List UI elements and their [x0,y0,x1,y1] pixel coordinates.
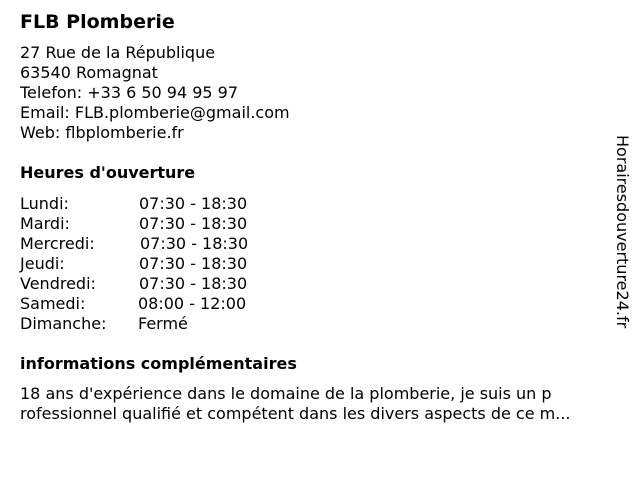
day-label: Jeudi: [20,254,65,273]
address-street: 27 Rue de la République [20,43,216,62]
time-value: 08:00 - 12:00 [138,294,247,313]
info-line-1: 18 ans d'expérience dans le domaine de la plomberie, je suis un p [20,384,552,403]
watermark-text: Horairesdouverture24.fr [613,135,632,329]
day-label: Samedi: [20,294,86,313]
day-label: Lundi: [20,194,69,213]
phone-number: Telefon: +33 6 50 94 95 97 [20,83,239,102]
contact-block [20,43,290,143]
time-value: 07:30 - 18:30 [139,194,248,213]
day-label: Vendredi: [20,274,96,293]
email-address: Email: FLB.plomberie@gmail.com [20,103,290,122]
additional-info-heading: informations complémentaires [20,354,297,373]
time-value: 07:30 - 18:30 [139,254,248,273]
day-label: Dimanche: [20,314,107,333]
address-city: 63540 Romagnat [20,63,158,82]
site-watermark [612,135,632,345]
website: Web: flbplomberie.fr [20,123,184,142]
additional-info-text [20,384,620,424]
info-line-2: rofessionnel qualifié et compétent dans les divers aspects de ce m... [20,404,571,423]
day-label: Mardi: [20,214,70,233]
time-value: 07:30 - 18:30 [140,234,249,253]
time-value: 07:30 - 18:30 [139,274,248,293]
time-value: 07:30 - 18:30 [139,214,248,233]
opening-hours-heading: Heures d'ouverture [20,163,196,182]
business-name: FLB Plomberie [20,11,175,33]
day-label: Mercredi: [20,234,95,253]
time-value: Fermé [138,314,188,333]
